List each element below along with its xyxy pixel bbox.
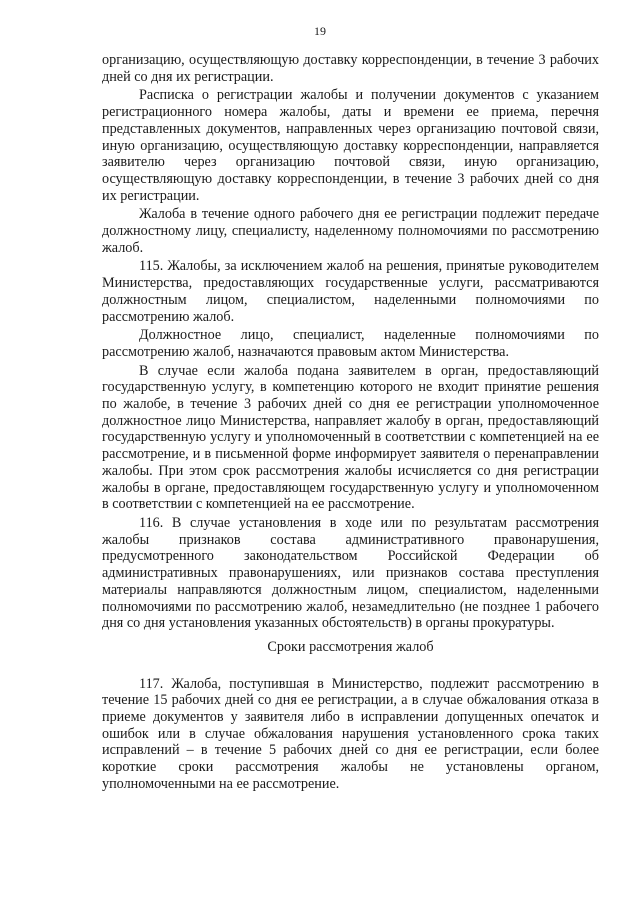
paragraph-1: организацию, осуществляющую доставку корреспонденции, в течение 3 рабочих дней со дня их регистрации.: [102, 52, 599, 85]
paragraph-3: Жалоба в течение одного рабочего дня ее регистрации подлежит передаче должностному лицу, специалисту, наделенному полномочиями по рассмотрению жалоб.: [102, 206, 599, 256]
page-number: 19: [314, 24, 326, 38]
paragraph-5: Должностное лицо, специалист, наделенные полномочиями по рассмотрению жалоб, назначаются правовым актом Министерства.: [102, 327, 599, 360]
section-heading: Сроки рассмотрения жалоб: [267, 638, 434, 655]
paragraph-6: В случае если жалоба подана заявителем в орган, предоставляющий государственную услугу, в компетенцию которого не входит принятие решения по жалобе, в течение 3 рабочих дней со дня ее регистрации уполномоченное должностное лицо Министерства, направляет жалобу в орган, предоставляющий государственную услугу и уполномоченный в соответствии с компетенцией на ее рассмотрение, и в письменной форме информирует заявителя о перенаправлении жалобы. При этом срок рассмотрения жалобы исчисляется со дня регистрации жалобы в органе, предоставляющем государственную услугу и уполномоченном в соответствии с компетенцией на ее рассмотрение.: [102, 362, 599, 513]
document-body: [102, 52, 599, 793]
paragraph-117: 117. Жалоба, поступившая в Министерство, подлежит рассмотрению в течение 15 рабочих дней со дня ее регистрации, а в случае обжалования отказа в приеме документов у заявителя либо в исправлении допущенных опечаток и ошибок или в случае обжалования нарушения установленного срока таких исправлений – в течение 5 рабочих дней со дня ее регистрации, если более короткие сроки рассмотрения жалобы не установлены органом, уполномоченными на ее рассмотрение.: [102, 675, 599, 792]
paragraph-2: Расписка о регистрации жалобы и получении документов с указанием регистрационного номера жалобы, даты и времени ее приема, перечня представленных документов, направленных через организацию почтовой связи, иную организацию, осуществляющую доставку корреспонденции, направляется заявителю через организацию почтовой связи, иную организацию, осуществляющую доставку корреспонденции, в течение 3 рабочих дней со дня их регистрации.: [102, 87, 599, 204]
paragraph-115: 115. Жалобы, за исключением жалоб на решения, принятые руководителем Министерства, предоставляющих государственные услуги, рассматриваются должностным лицом, специалистом, наделенными полномочиями по рассмотрению жалоб.: [102, 258, 599, 325]
paragraph-116: 116. В случае установления в ходе или по результатам рассмотрения жалобы признаков состава административного правонарушения, предусмотренного законодательством Российской Федерации об административных правонарушениях, или признаков состава преступления материалы направляются должностным лицом, специалистом, наделенными полномочиями по рассмотрению жалоб, незамедлительно (не позднее 1 рабочего дня со дня установления указанных обстоятельств) в органы прокуратуры.: [102, 514, 599, 632]
